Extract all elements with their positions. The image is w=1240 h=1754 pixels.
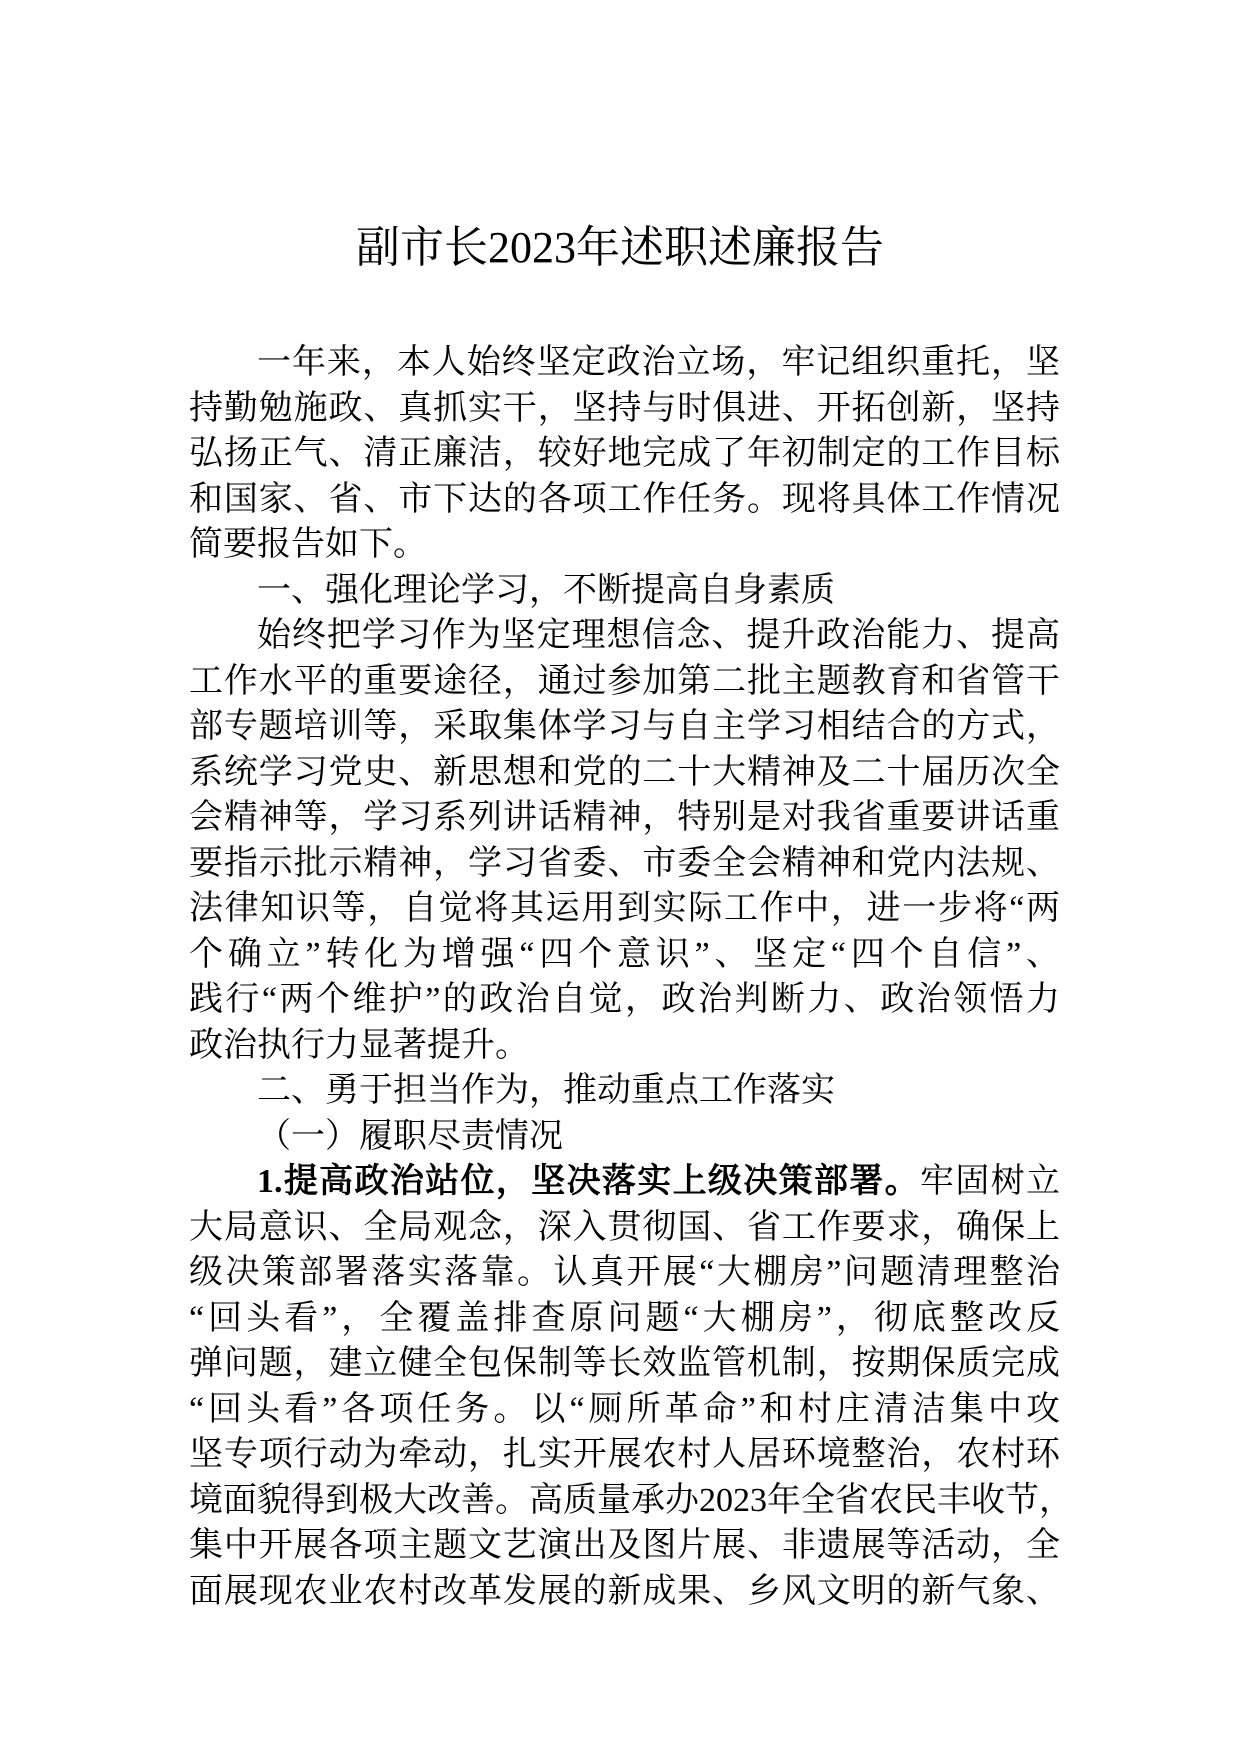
body-line: 个确立”转化为增强“四个意识”、坚定“四个自信”、 <box>189 935 1060 973</box>
body-line: 级决策部署落实落靠。认真开展“大棚房”问题清理整治 <box>189 1254 1060 1291</box>
item-1-paragraph <box>189 1159 1073 1614</box>
intro-paragraph <box>189 340 1060 568</box>
item-1-first-line <box>189 1159 1060 1205</box>
document-title: 副市长2023年述职述廉报告 <box>356 223 884 272</box>
body-line: 法律知识等，自觉将其运用到实际工作中，进一步将“两 <box>189 890 1060 927</box>
body-line: “回头看”，全覆盖排查原问题“大棚房”，彻底整改反 <box>189 1299 1060 1337</box>
body-line: 大局意识、全局观念，深入贯彻国、省工作要求，确保上 <box>189 1208 1060 1246</box>
body-line: 集中开展各项主题文艺演出及图片展、非遗展等活动，全 <box>189 1527 1060 1564</box>
body-line: 弹问题，建立健全包保制等长效监管机制，按期保质完成 <box>189 1345 1060 1382</box>
section-heading: 二、勇于担当作为，推动重点工作落实 <box>257 1072 835 1109</box>
body-line: 始终把学习作为坚定理想信念、提升政治能力、提高 <box>257 617 1060 654</box>
body-line: 要指示批示精神，学习省委、市委全会精神和党内法规、 <box>189 844 1060 882</box>
section-1-paragraph <box>189 613 1060 1068</box>
body-line: 面展现农业农村改革发展的新成果、乡风文明的新气象、 <box>189 1572 1060 1610</box>
body-line: 践行“两个维护”的政治自觉，政治判断力、政治领悟力 <box>189 981 1060 1018</box>
subsection-heading: （一）履职尽责情况 <box>257 1117 563 1155</box>
body-line: 弘扬正气、清正廉洁，较好地完成了年初制定的工作目标 <box>189 435 1060 472</box>
item-1-lead: 1.提高政治站位，坚决落实上级决策部署。 <box>257 1163 920 1200</box>
body-line: 牢固树立 <box>919 1163 1061 1200</box>
body-line: 简要报告如下。 <box>189 526 427 563</box>
body-line: 工作水平的重要途径，通过参加第二批主题教育和省管干 <box>189 662 1060 700</box>
body-line: 境面貌得到极大改善。高质量承办2023年全省农民丰收节， <box>189 1481 1073 1519</box>
body-line: “回头看”各项任务。以“厕所革命”和村庄清洁集中攻 <box>189 1390 1060 1428</box>
body-line: 部专题培训等，采取集体学习与自主学习相结合的方式， <box>189 708 1060 745</box>
body-line: 一年来，本人始终坚定政治立场，牢记组织重托，坚 <box>257 344 1060 381</box>
body-line: 持勤勉施政、真抓实干，坚持与时俱进、开拓创新，坚持 <box>189 389 1060 427</box>
body-line: 政治执行力显著提升。 <box>189 1026 529 1064</box>
document-body <box>189 340 1073 1614</box>
body-line: 和国家、省、市下达的各项工作任务。现将具体工作情况 <box>189 480 1060 518</box>
body-line: 坚专项行动为牵动，扎实开展农村人居环境整治，农村环 <box>189 1436 1060 1473</box>
body-line: 会精神等，学习系列讲话精神，特别是对我省重要讲话重 <box>189 799 1060 836</box>
body-line: 系统学习党史、新思想和党的二十大精神及二十届历次全 <box>189 753 1060 791</box>
section-heading: 一、强化理论学习，不断提高自身素质 <box>257 571 835 609</box>
